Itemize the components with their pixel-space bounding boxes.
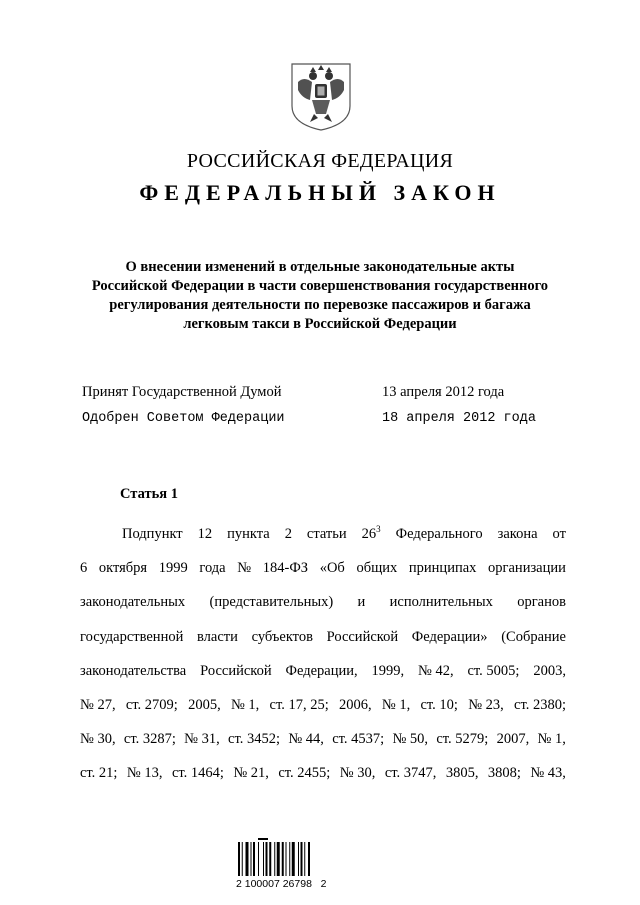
barcode-bar — [292, 842, 295, 876]
barcode-bar — [289, 842, 290, 876]
word: № 13, — [126, 765, 163, 782]
word: Российской — [326, 628, 399, 645]
russian-coat-of-arms-icon — [288, 62, 354, 132]
word: ст. 10; — [420, 696, 458, 713]
word: № 50, — [392, 731, 429, 748]
barcode — [238, 838, 328, 880]
word: № 42, — [418, 662, 454, 679]
word: статьи — [306, 526, 347, 542]
duma-adoption-label: Принят Государственной Думой — [82, 384, 282, 400]
duma-adoption-date: 13 апреля 2012 года — [382, 384, 505, 400]
word: исполнительных — [389, 594, 493, 611]
barcode-bar — [277, 842, 280, 876]
word: пункта — [227, 526, 270, 542]
word: № 44, — [288, 731, 324, 748]
barcode-bar — [301, 842, 303, 876]
barcode-bar — [238, 842, 240, 876]
law-title-line: легковым такси в Российской Федерации — [183, 316, 457, 332]
word: № 23, — [468, 696, 504, 713]
barcode-bar — [308, 842, 310, 876]
article-line — [80, 517, 566, 551]
word: № 1, — [537, 731, 566, 748]
word: Подпункт — [122, 526, 183, 542]
word: организации — [488, 560, 566, 577]
word: ст. 5005; — [467, 662, 520, 679]
article-body — [80, 517, 566, 791]
word: № 27, — [80, 696, 116, 713]
word: октября — [98, 560, 148, 577]
word: ст. 4537; — [332, 731, 385, 748]
barcode-bar — [251, 842, 252, 876]
word: 2 — [284, 526, 292, 542]
article-line — [80, 722, 566, 756]
word: Федерации» — [411, 628, 488, 645]
word: Российской — [200, 662, 272, 679]
word: ст. 5279; — [436, 731, 489, 748]
barcode-bar — [274, 842, 275, 876]
article-line — [80, 585, 566, 619]
word: 2007, — [496, 731, 530, 748]
word: (Собрание — [501, 628, 566, 645]
word: 2005, — [188, 696, 221, 713]
word: «Об — [319, 560, 345, 577]
word: законодательных — [80, 594, 186, 611]
word: № 43, — [530, 765, 566, 782]
word: общих — [356, 560, 398, 577]
word: 1999 — [158, 560, 188, 577]
law-title-line: О внесении изменений в отдельные законодательные акты — [125, 259, 515, 275]
barcode-bar — [286, 842, 287, 876]
law-title-line: Российской Федерации в части совершенствования государственного — [91, 278, 549, 294]
barcode-bar — [263, 842, 264, 876]
article-number-superscript: 3 — [376, 524, 381, 535]
word: 3805, — [445, 765, 479, 782]
word: № 31, — [184, 731, 220, 748]
barcode-bar — [242, 842, 243, 876]
article-line — [80, 756, 566, 790]
word: органов — [517, 594, 566, 611]
word: № 21, — [233, 765, 269, 782]
word: и — [357, 594, 366, 611]
barcode-bar — [282, 842, 284, 876]
word: ст. 3287; — [123, 731, 176, 748]
barcode-bar — [258, 842, 259, 876]
word: власти — [197, 628, 238, 645]
word: принципах — [408, 560, 477, 577]
word: ст. 3747, — [384, 765, 437, 782]
word: ст. 21; — [80, 765, 118, 782]
word: 184-ФЗ — [262, 560, 309, 577]
barcode-bar — [266, 842, 268, 876]
word: № 30, — [80, 731, 116, 748]
word: 6 — [80, 560, 88, 577]
word: законодательства — [80, 662, 187, 679]
word: ст. 2455; — [278, 765, 331, 782]
law-title-line: регулирования деятельности по перевозке пассажиров и багажа — [109, 297, 531, 313]
barcode-bar — [253, 842, 255, 876]
word: 2006, — [339, 696, 372, 713]
barcode-bar — [298, 842, 299, 876]
country-name: РОССИЙСКАЯ ФЕДЕРАЦИЯ — [186, 150, 454, 172]
word: от — [552, 526, 566, 542]
word: субъектов — [251, 628, 313, 645]
word: государственной — [80, 628, 184, 645]
article-line — [80, 688, 566, 722]
word: закона — [497, 526, 538, 542]
word: 1999, — [371, 662, 405, 679]
article-line — [80, 551, 566, 585]
article-line — [80, 620, 566, 654]
article-number — [362, 517, 381, 551]
word: № — [237, 560, 252, 577]
word: № 1, — [230, 696, 260, 713]
article-number-base: 26 — [361, 526, 377, 542]
council-approval-label: Одобрен Советом Федерации — [82, 411, 285, 426]
word: ст. 2709; — [125, 696, 178, 713]
word: № 30, — [339, 765, 376, 782]
article-line — [80, 654, 566, 688]
word: ст. 3452; — [228, 731, 281, 748]
word: 2003, — [533, 662, 566, 679]
barcode-bar — [304, 842, 305, 876]
word: Федерального — [395, 526, 483, 542]
barcode-bar — [246, 842, 249, 876]
article-heading: Статья 1 — [120, 486, 178, 502]
word: Федерации, — [285, 662, 358, 679]
word: 12 — [197, 526, 213, 542]
word: 3808; — [487, 765, 521, 782]
word: (представительных) — [209, 594, 334, 611]
word: № 1, — [381, 696, 411, 713]
law-title — [70, 258, 570, 334]
word: ст. 2380; — [514, 696, 566, 713]
word: ст. 17, 25; — [269, 696, 329, 713]
barcode-bar — [269, 842, 271, 876]
law-type-heading: ФЕДЕРАЛЬНЫЙ ЗАКОН — [139, 180, 501, 205]
council-approval-date: 18 апреля 2012 года — [382, 411, 536, 426]
word: ст. 1464; — [171, 765, 224, 782]
word: года — [199, 560, 226, 577]
barcode-number: 2 100007 26798 2 — [236, 878, 327, 890]
